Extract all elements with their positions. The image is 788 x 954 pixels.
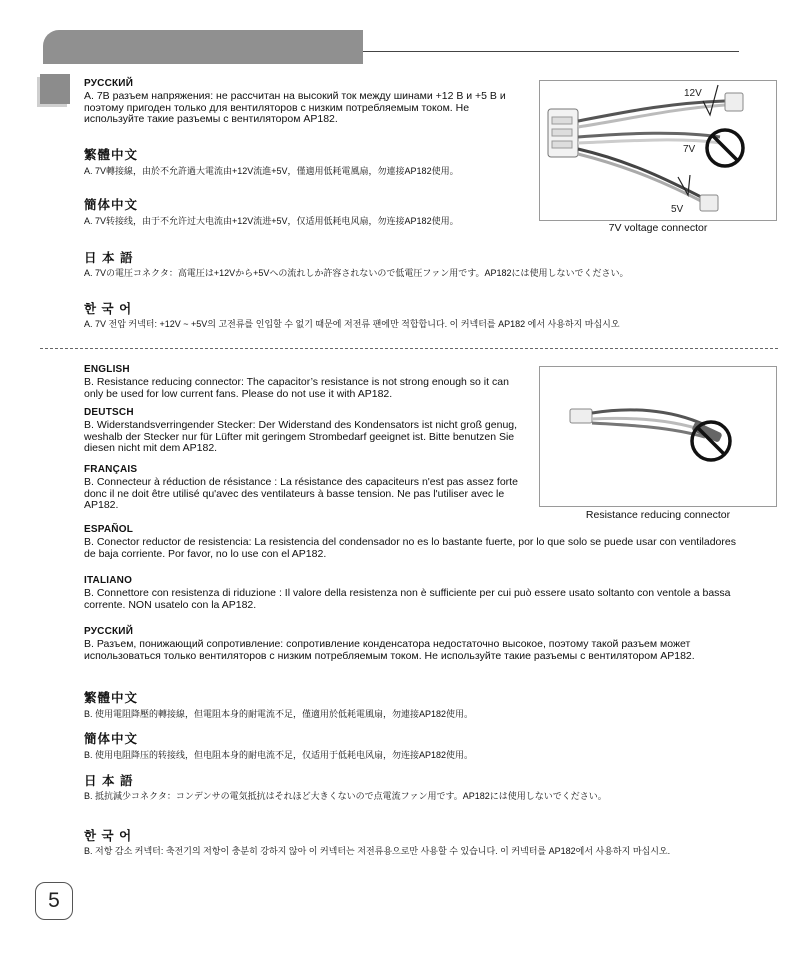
section-marker	[40, 74, 70, 104]
text-simplified-chinese-b: B. 使用电阻降压的转接线，但电阻本身的耐电流不足，仅适用于低耗电风扇，勿连接AP182使用。	[84, 750, 474, 760]
section-b-ko	[84, 826, 749, 857]
heading-french: FRANÇAIS	[84, 464, 138, 475]
heading-japanese: 日 本 語	[84, 251, 134, 265]
text-german: B. Widerstandsverringender Stecker: Der Widerstand des Kondensators ist nicht groß genug, weshalb der Stecker nur für Lüfter mit geringem Strombedarf geeignet ist. Bitte benutzen Sie diesen nicht mit dem AP182.	[84, 419, 518, 454]
header-rule	[363, 51, 739, 52]
text-french: B. Connecteur à réduction de résistance : La résistance des capaciteurs n'est pas assez forte donc il ne doit être utilisé qu'avec des ventilateurs à basse tension. Ne pas l'utiliser avec le AP182.	[84, 476, 518, 511]
section-divider	[40, 348, 778, 349]
text-traditional-chinese-b: B. 使用電阻降壓的轉接線，但電阻本身的耐電流不足，僅適用於低耗電風扇，勿連接AP182使用。	[84, 709, 474, 719]
figure-7v-connector	[539, 80, 777, 221]
section-a-ko	[84, 299, 724, 330]
label-7v: 7V	[683, 144, 696, 155]
resistance-connector-illustration	[540, 367, 776, 506]
section-b-ru	[84, 626, 749, 662]
heading-english: ENGLISH	[84, 364, 130, 375]
section-b-es	[84, 524, 749, 560]
header-tab-bar	[43, 30, 363, 64]
7v-connector-illustration	[540, 81, 776, 220]
heading-korean-b: 한 국 어	[84, 829, 133, 843]
figure-a-caption: 7V voltage connector	[608, 222, 708, 234]
figure-resistance-connector	[539, 366, 777, 507]
text-spanish: B. Conector reductor de resistencia: La resistencia del condensador no es lo bastante fuerte, por lo que solo se puede usar con ventiladores de baja corriente. Por favor, no lo use con el AP182.	[84, 536, 736, 560]
heading-simplified-chinese: 簡体中文	[84, 198, 139, 212]
section-b-en	[84, 364, 529, 400]
text-korean-b: B. 저항 감소 커넥터: 축전기의 저항이 충분히 강하지 않아 이 커넥터는 저전류용으로만 사용할 수 있습니다. 이 커넥터를 AP182에서 사용하지 마십시오.	[84, 846, 671, 856]
text-simplified-chinese: A. 7V转接线，由于不允许过大电流由+12V流进+5V，仅适用低耗电风扇，勿连接AP182使用。	[84, 216, 459, 226]
section-a-ja	[84, 248, 744, 279]
heading-korean: 한 국 어	[84, 302, 133, 316]
text-japanese-b: B. 抵抗減少コネクタ：コンデンサの電気抵抗はそれほど大きくないので点電流ファン用です。AP182には使用しないでください。	[84, 791, 607, 801]
heading-russian-b: РУССКИЙ	[84, 626, 134, 637]
text-korean: A. 7V 전압 커넥터: +12V ~ +5V의 고전류를 인입할 수 없기 때문에 저전류 팬에만 적합합니다. 이 커넥터를 AP182 에서 사용하지 마십시오	[84, 319, 620, 329]
heading-traditional-chinese-b: 繁體中文	[84, 691, 139, 705]
text-italian: B. Connettore con resistenza di riduzione : Il valore della resistenza non è sufficiente per cui può essere usato soltanto con ventole a bassa corrente. NON usatelo con la AP182.	[84, 587, 731, 611]
section-a-zh-tw	[84, 145, 484, 177]
heading-simplified-chinese-b: 簡体中文	[84, 732, 139, 746]
heading-italian: ITALIANO	[84, 575, 133, 586]
section-b-zh-tw	[84, 688, 749, 720]
section-b-it	[84, 575, 749, 611]
page-number: 5	[35, 882, 73, 920]
section-b-ja	[84, 771, 749, 802]
heading-traditional-chinese: 繁體中文	[84, 148, 139, 162]
heading-german: DEUTSCH	[84, 407, 134, 418]
text-english: B. Resistance reducing connector: The capacitor’s resistance is not strong enough so it can only be used for low current fans. Please do not use it with AP182.	[84, 376, 509, 400]
section-a-ru	[84, 78, 529, 126]
section-b-fr	[84, 464, 529, 512]
section-b-de	[84, 407, 529, 455]
heading-spanish: ESPAÑOL	[84, 524, 133, 535]
section-b-zh-cn	[84, 729, 749, 761]
label-5v: 5V	[671, 204, 684, 215]
label-12v: 12V	[684, 88, 702, 99]
text-russian-b: B. Разъем, понижающий сопротивление: сопротивление конденсатора недостаточно высокое, поэтому такой разъем может использоваться только вентиляторов с низким потребляемым током. Не используйте такие разъемы с вентилятором AP182.	[84, 638, 695, 662]
text-traditional-chinese: A. 7V轉接線，由於不允許過大電流由+12V流進+5V，僅適用低耗電風扇，勿連接AP182使用。	[84, 166, 459, 176]
text-russian: A. 7В разъем напряжения: не рассчитан на высокий ток между шинами +12 В и +5 В и поэтому пригоден только для вентиляторов с низким потребляемым током. Не используйте такие разъемы с вентилятором AP182.	[84, 90, 506, 125]
figure-b-caption: Resistance reducing connector	[585, 509, 731, 521]
text-japanese: A. 7Vの電圧コネクタ：高電圧は+12Vから+5Vへの流れしか許容されないので低電圧ファン用です。AP182には使用しないでください。	[84, 268, 629, 278]
heading-russian: РУССКИЙ	[84, 78, 134, 89]
heading-japanese-b: 日 本 語	[84, 774, 134, 788]
section-a-zh-cn	[84, 195, 484, 227]
